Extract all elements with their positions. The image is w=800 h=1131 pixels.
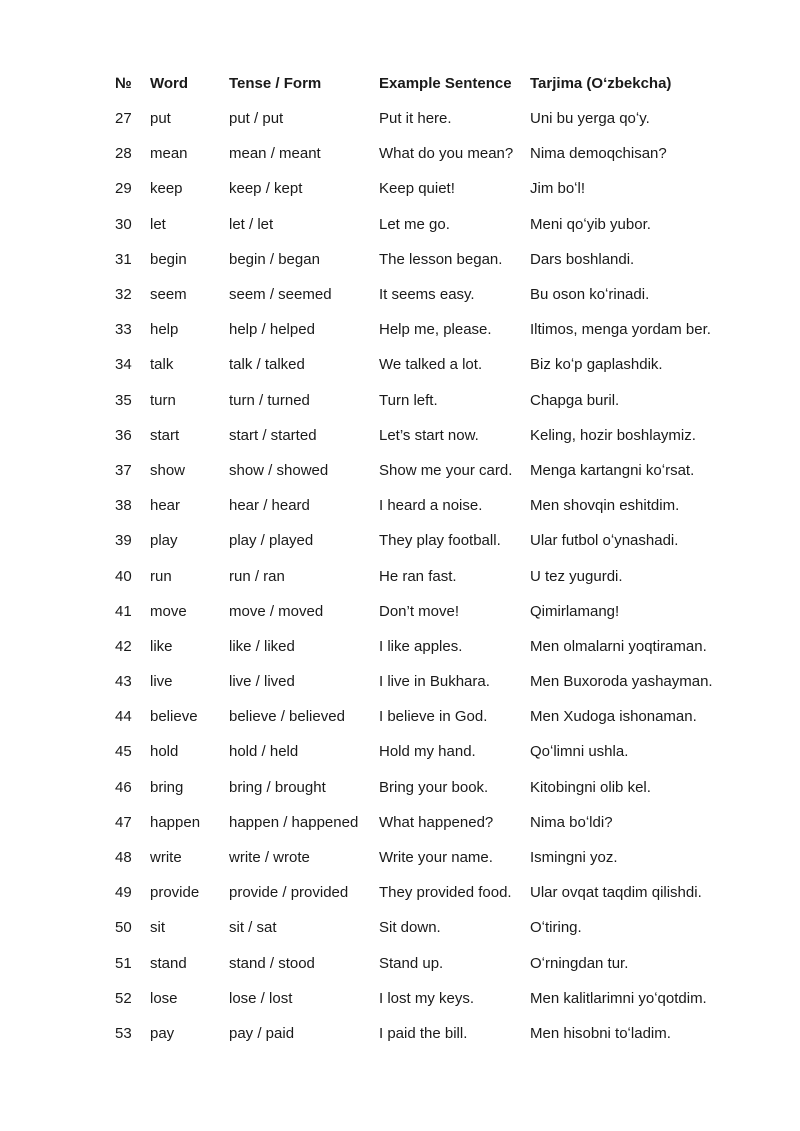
row-translation: Men hisobni toʻladim. <box>530 1024 671 1042</box>
row-number: 34 <box>115 356 132 374</box>
table-row <box>110 347 730 382</box>
table-row <box>110 629 730 664</box>
row-example-sentence: Don’t move! <box>379 602 460 620</box>
row-translation: Oʻrningdan tur. <box>530 954 629 972</box>
header-translation: Tarjima (Oʻzbekcha) <box>530 75 672 92</box>
table-row <box>110 981 730 1016</box>
row-tense-form: lose / lost <box>229 989 293 1007</box>
row-number: 44 <box>115 708 132 726</box>
row-translation: Men Xudoga ishonaman. <box>530 708 697 726</box>
table-row <box>110 910 730 945</box>
row-translation: Qoʻlimni ushla. <box>530 743 629 761</box>
row-word: happen <box>150 813 201 831</box>
table-row <box>110 805 730 840</box>
row-tense-form: hold / held <box>229 743 299 761</box>
row-tense-form: play / played <box>229 532 314 550</box>
row-example-sentence: Bring your book. <box>379 778 489 796</box>
vocabulary-table <box>110 66 730 1051</box>
row-example-sentence: What happened? <box>379 813 494 831</box>
row-word: keep <box>150 180 183 198</box>
row-example-sentence: Keep quiet! <box>379 180 455 198</box>
row-example-sentence: The lesson began. <box>379 250 503 268</box>
table-row <box>110 594 730 629</box>
row-translation: Uni bu yerga qoʻy. <box>530 110 650 128</box>
row-translation: Kitobingni olib kel. <box>530 778 651 796</box>
table-row <box>110 136 730 171</box>
row-number: 38 <box>115 497 132 515</box>
row-translation: Qimirlamang! <box>530 602 620 620</box>
row-word: lose <box>150 989 178 1007</box>
row-example-sentence: He ran fast. <box>379 567 457 585</box>
row-translation: Ular futbol oʻynashadi. <box>530 532 679 550</box>
row-example-sentence: I paid the bill. <box>379 1024 468 1042</box>
row-example-sentence: Put it here. <box>379 110 452 128</box>
row-word: like <box>150 637 173 655</box>
row-translation: Oʻtiring. <box>530 919 582 937</box>
row-tense-form: mean / meant <box>229 145 321 163</box>
row-translation: Dars boshlandi. <box>530 250 635 268</box>
row-translation: Men Buxoroda yashayman. <box>530 673 713 691</box>
row-tense-form: move / moved <box>229 602 324 620</box>
row-translation: Biz koʻp gaplashdik. <box>530 356 663 374</box>
row-tense-form: help / helped <box>229 321 315 339</box>
row-tense-form: write / wrote <box>229 849 310 867</box>
row-tense-form: believe / believed <box>229 708 345 726</box>
table-row <box>110 418 730 453</box>
row-example-sentence: They play football. <box>379 532 501 550</box>
row-word: talk <box>150 356 174 374</box>
row-tense-form: happen / happened <box>229 813 359 831</box>
row-example-sentence: I believe in God. <box>379 708 488 726</box>
row-word: bring <box>150 778 184 796</box>
row-number: 35 <box>115 391 132 409</box>
row-word: begin <box>150 250 187 268</box>
row-number: 49 <box>115 884 132 902</box>
row-tense-form: live / lived <box>229 673 295 691</box>
row-word: provide <box>150 884 200 902</box>
row-number: 31 <box>115 250 132 268</box>
row-translation: Men kalitlarimni yoʻqotdim. <box>530 989 707 1007</box>
row-number: 52 <box>115 989 132 1007</box>
row-example-sentence: Help me, please. <box>379 321 492 339</box>
row-tense-form: let / let <box>229 215 274 233</box>
row-example-sentence: They provided food. <box>379 884 512 902</box>
row-translation: Jim boʻl! <box>530 180 586 198</box>
header-example-sentence: Example Sentence <box>379 75 512 92</box>
row-example-sentence: I lost my keys. <box>379 989 475 1007</box>
row-word: show <box>150 461 186 479</box>
row-word: let <box>150 215 166 233</box>
row-number: 28 <box>115 145 132 163</box>
row-translation: Nima boʻldi? <box>530 813 613 831</box>
row-translation: Meni qoʻyib yubor. <box>530 215 651 233</box>
table-row <box>110 171 730 206</box>
header-tense-form: Tense / Form <box>229 75 322 92</box>
row-word: sit <box>150 919 165 937</box>
table-row <box>110 1016 730 1051</box>
row-word: hold <box>150 743 179 761</box>
row-example-sentence: What do you mean? <box>379 145 514 163</box>
table-row <box>110 101 730 136</box>
row-translation: Nima demoqchisan? <box>530 145 667 163</box>
row-example-sentence: Write your name. <box>379 849 493 867</box>
row-word: believe <box>150 708 198 726</box>
row-translation: Men shovqin eshitdim. <box>530 497 680 515</box>
table-row <box>110 946 730 981</box>
row-word: mean <box>150 145 188 163</box>
row-translation: U tez yugurdi. <box>530 567 623 585</box>
table-row <box>110 840 730 875</box>
row-word: move <box>150 602 187 620</box>
row-tense-form: like / liked <box>229 637 295 655</box>
table-row <box>110 523 730 558</box>
table-body <box>110 101 730 1051</box>
row-number: 45 <box>115 743 132 761</box>
row-number: 51 <box>115 954 132 972</box>
row-example-sentence: I like apples. <box>379 637 463 655</box>
table-row <box>110 875 730 910</box>
row-example-sentence: Hold my hand. <box>379 743 476 761</box>
row-word: live <box>150 673 173 691</box>
row-tense-form: stand / stood <box>229 954 315 972</box>
row-tense-form: bring / brought <box>229 778 326 796</box>
row-tense-form: keep / kept <box>229 180 303 198</box>
table-row <box>110 558 730 593</box>
row-tense-form: hear / heard <box>229 497 310 515</box>
row-example-sentence: I live in Bukhara. <box>379 673 490 691</box>
row-number: 47 <box>115 813 132 831</box>
row-tense-form: put / put <box>229 110 284 128</box>
row-word: seem <box>150 286 187 304</box>
row-number: 41 <box>115 602 132 620</box>
row-example-sentence: Show me your card. <box>379 461 513 479</box>
row-tense-form: provide / provided <box>229 884 349 902</box>
row-tense-form: start / started <box>229 426 317 444</box>
table-row <box>110 664 730 699</box>
row-translation: Bu oson koʻrinadi. <box>530 286 650 304</box>
row-tense-form: sit / sat <box>229 919 277 937</box>
table-row <box>110 242 730 277</box>
row-number: 27 <box>115 110 132 128</box>
header-number: № <box>115 75 132 92</box>
row-tense-form: seem / seemed <box>229 286 332 304</box>
table-header <box>110 66 730 101</box>
row-word: pay <box>150 1024 175 1042</box>
row-tense-form: turn / turned <box>229 391 310 409</box>
row-number: 37 <box>115 461 132 479</box>
row-translation: Menga kartangni koʻrsat. <box>530 461 695 479</box>
row-translation: Men olmalarni yoqtiraman. <box>530 637 707 655</box>
row-word: run <box>150 567 172 585</box>
row-word: hear <box>150 497 181 515</box>
row-word: turn <box>150 391 176 409</box>
row-tense-form: talk / talked <box>229 356 305 374</box>
row-word: stand <box>150 954 187 972</box>
row-translation: Ular ovqat taqdim qilishdi. <box>530 884 702 902</box>
row-number: 43 <box>115 673 132 691</box>
row-number: 29 <box>115 180 132 198</box>
row-tense-form: run / ran <box>229 567 285 585</box>
row-word: start <box>150 426 180 444</box>
table-row <box>110 383 730 418</box>
row-number: 53 <box>115 1024 132 1042</box>
row-example-sentence: We talked a lot. <box>379 356 483 374</box>
row-example-sentence: Stand up. <box>379 954 444 972</box>
row-translation: Keling, hozir boshlaymiz. <box>530 426 696 444</box>
row-translation: Iltimos, menga yordam ber. <box>530 321 711 339</box>
row-number: 39 <box>115 532 132 550</box>
table-row <box>110 277 730 312</box>
row-tense-form: begin / began <box>229 250 320 268</box>
row-example-sentence: Let me go. <box>379 215 450 233</box>
table-row <box>110 312 730 347</box>
table-row <box>110 453 730 488</box>
row-word: play <box>150 532 178 550</box>
header-row <box>110 66 730 101</box>
row-example-sentence: Turn left. <box>379 391 438 409</box>
row-example-sentence: It seems easy. <box>379 286 475 304</box>
table-row <box>110 734 730 769</box>
table-row <box>110 699 730 734</box>
row-number: 32 <box>115 286 132 304</box>
row-number: 48 <box>115 849 132 867</box>
header-word: Word <box>150 75 189 92</box>
row-word: write <box>150 849 182 867</box>
row-number: 46 <box>115 778 132 796</box>
row-word: put <box>150 110 171 128</box>
row-translation: Chapga buril. <box>530 391 620 409</box>
row-word: help <box>150 321 179 339</box>
row-number: 40 <box>115 567 132 585</box>
row-example-sentence: Let’s start now. <box>379 426 479 444</box>
table-row <box>110 207 730 242</box>
row-number: 42 <box>115 637 132 655</box>
row-number: 50 <box>115 919 132 937</box>
row-tense-form: show / showed <box>229 461 329 479</box>
row-tense-form: pay / paid <box>229 1024 295 1042</box>
row-example-sentence: I heard a noise. <box>379 497 483 515</box>
row-number: 36 <box>115 426 132 444</box>
table-row <box>110 770 730 805</box>
row-translation: Ismingni yoz. <box>530 849 618 867</box>
row-example-sentence: Sit down. <box>379 919 441 937</box>
row-number: 33 <box>115 321 132 339</box>
table-row <box>110 488 730 523</box>
row-number: 30 <box>115 215 132 233</box>
